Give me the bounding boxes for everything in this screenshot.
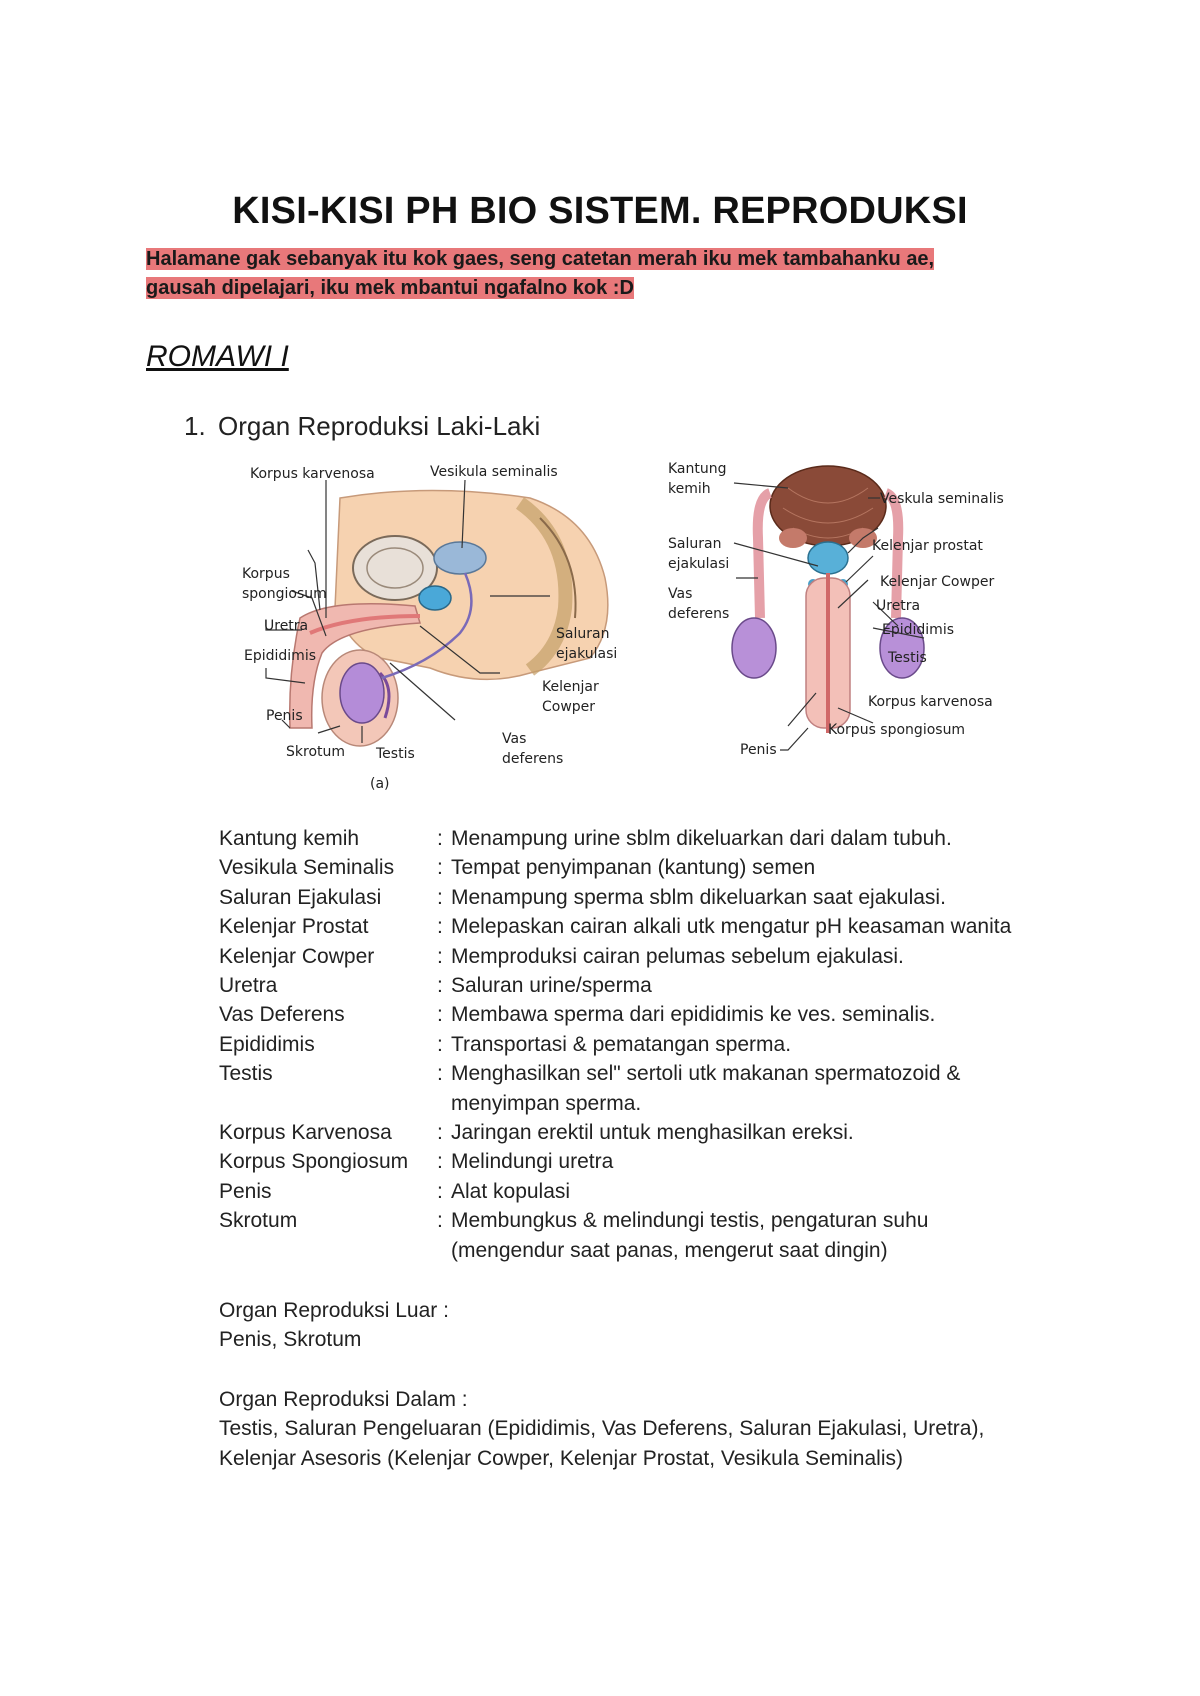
label-kelenjar-2: Cowper bbox=[542, 699, 596, 715]
label-testis: Testis bbox=[376, 746, 415, 762]
subsection-title: Organ Reproduksi Laki-Laki bbox=[218, 411, 541, 441]
label-vas-1: Vas bbox=[668, 586, 693, 602]
figure-frontal-view bbox=[668, 458, 1048, 768]
label-skrotum: Skrotum bbox=[286, 744, 346, 760]
list-item: Skrotum : Membungkus & melindungi testis, pengaturan suhu bbox=[219, 1209, 929, 1233]
label-uretra: Uretra bbox=[876, 598, 921, 614]
label-cowper: Kelenjar Cowper bbox=[880, 574, 995, 590]
label-karvenosa: Korpus karvenosa bbox=[868, 694, 993, 710]
label-spongiosum: Korpus spongiosum bbox=[828, 722, 966, 738]
list-item-continuation: menyimpan sperma. bbox=[451, 1091, 642, 1115]
label-saluran-2: ejakulasi bbox=[556, 646, 618, 662]
label-vas-2: deferens bbox=[668, 606, 730, 622]
figure-sagittal-view bbox=[230, 458, 650, 810]
label-kantung-2: kemih bbox=[668, 481, 711, 497]
outer-organs bbox=[219, 1296, 1119, 1355]
subsection-heading bbox=[184, 411, 540, 442]
label-kantung-1: Kantung bbox=[668, 461, 727, 477]
label-vas-1: Vas bbox=[502, 731, 527, 747]
list-item: Kelenjar Prostat : Melepaskan cairan alkali utk mengatur pH keasaman wanita bbox=[219, 915, 1012, 939]
document-title: KISI-KISI PH BIO SISTEM. REPRODUKSI bbox=[232, 190, 968, 232]
inner-organs-label: Organ Reproduksi Dalam : bbox=[219, 1388, 468, 1411]
label-korpus-2: spongiosum bbox=[242, 586, 327, 602]
label-testis: Testis bbox=[888, 650, 927, 666]
definition-list bbox=[219, 824, 1119, 1265]
section-heading: ROMAWI I bbox=[146, 340, 289, 373]
list-item: Testis : Menghasilkan sel" sertoli utk makanan spermatozoid & bbox=[219, 1062, 961, 1086]
list-item: Penis : Alat kopulasi bbox=[219, 1179, 571, 1203]
list-item: Korpus Spongiosum : Melindungi uretra bbox=[219, 1150, 614, 1174]
outer-organs-label: Organ Reproduksi Luar : bbox=[219, 1299, 449, 1322]
label-kelenjar-1: Kelenjar bbox=[542, 679, 599, 695]
list-number: 1. bbox=[184, 411, 206, 441]
list-item: Epididimis : Transportasi & pematangan sperma. bbox=[219, 1032, 792, 1056]
label-uretra: Uretra bbox=[264, 618, 309, 634]
label-korpus-karvenosa: Korpus karvenosa bbox=[250, 466, 375, 482]
note-line-1: Halamane gak sebanyak itu kok gaes, seng catetan merah iku mek tambahanku ae, bbox=[146, 248, 935, 270]
list-item: Korpus Karvenosa : Jaringan erektil untuk menghasilkan ereksi. bbox=[219, 1121, 854, 1145]
label-prostat: Kelenjar prostat bbox=[872, 538, 983, 554]
inner-organs-line-2: Kelenjar Asesoris (Kelenjar Cowper, Kelenjar Prostat, Vesikula Seminalis) bbox=[219, 1446, 903, 1470]
list-item-continuation: (mengendur saat panas, mengerut saat dingin) bbox=[451, 1238, 888, 1262]
label-penis: Penis bbox=[740, 742, 777, 758]
list-item: Vesikula Seminalis : Tempat penyimpanan (kantung) semen bbox=[219, 856, 816, 880]
label-penis: Penis bbox=[266, 708, 303, 724]
outer-organs-items: Penis, Skrotum bbox=[219, 1328, 362, 1352]
highlighted-note bbox=[146, 245, 1046, 303]
list-item: Kelenjar Cowper : Memproduksi cairan pelumas sebelum ejakulasi. bbox=[219, 944, 904, 968]
list-item: Saluran Ejakulasi : Menampung sperma sblm dikeluarkan saat ejakulasi. bbox=[219, 885, 946, 909]
label-epididimis: Epididimis bbox=[244, 648, 316, 664]
label-epididimis: Epididimis bbox=[882, 622, 954, 638]
list-item: Vas Deferens : Membawa sperma dari epididimis ke ves. seminalis. bbox=[219, 1003, 936, 1027]
label-saluran-1: Saluran bbox=[556, 626, 610, 642]
figure-caption: (a) bbox=[370, 776, 390, 792]
label-saluran-2: ejakulasi bbox=[668, 556, 730, 572]
note-line-2: gausah dipelajari, iku mek mbantui ngafalno kok :D bbox=[146, 277, 634, 299]
list-item: Kantung kemih : Menampung urine sblm dikeluarkan dari dalam tubuh. bbox=[219, 827, 952, 850]
label-korpus-1: Korpus bbox=[242, 566, 290, 582]
label-veskula: Veskula seminalis bbox=[880, 491, 1004, 507]
label-vas-2: deferens bbox=[502, 751, 564, 767]
inner-organs-line-1: Testis, Saluran Pengeluaran (Epididimis, Vas Deferens, Saluran Ejakulasi, Uretra), bbox=[219, 1417, 985, 1441]
label-saluran-1: Saluran bbox=[668, 536, 722, 552]
inner-organs bbox=[219, 1385, 1119, 1473]
list-item: Uretra : Saluran urine/sperma bbox=[219, 974, 652, 998]
label-vesikula-seminalis: Vesikula seminalis bbox=[430, 464, 558, 480]
